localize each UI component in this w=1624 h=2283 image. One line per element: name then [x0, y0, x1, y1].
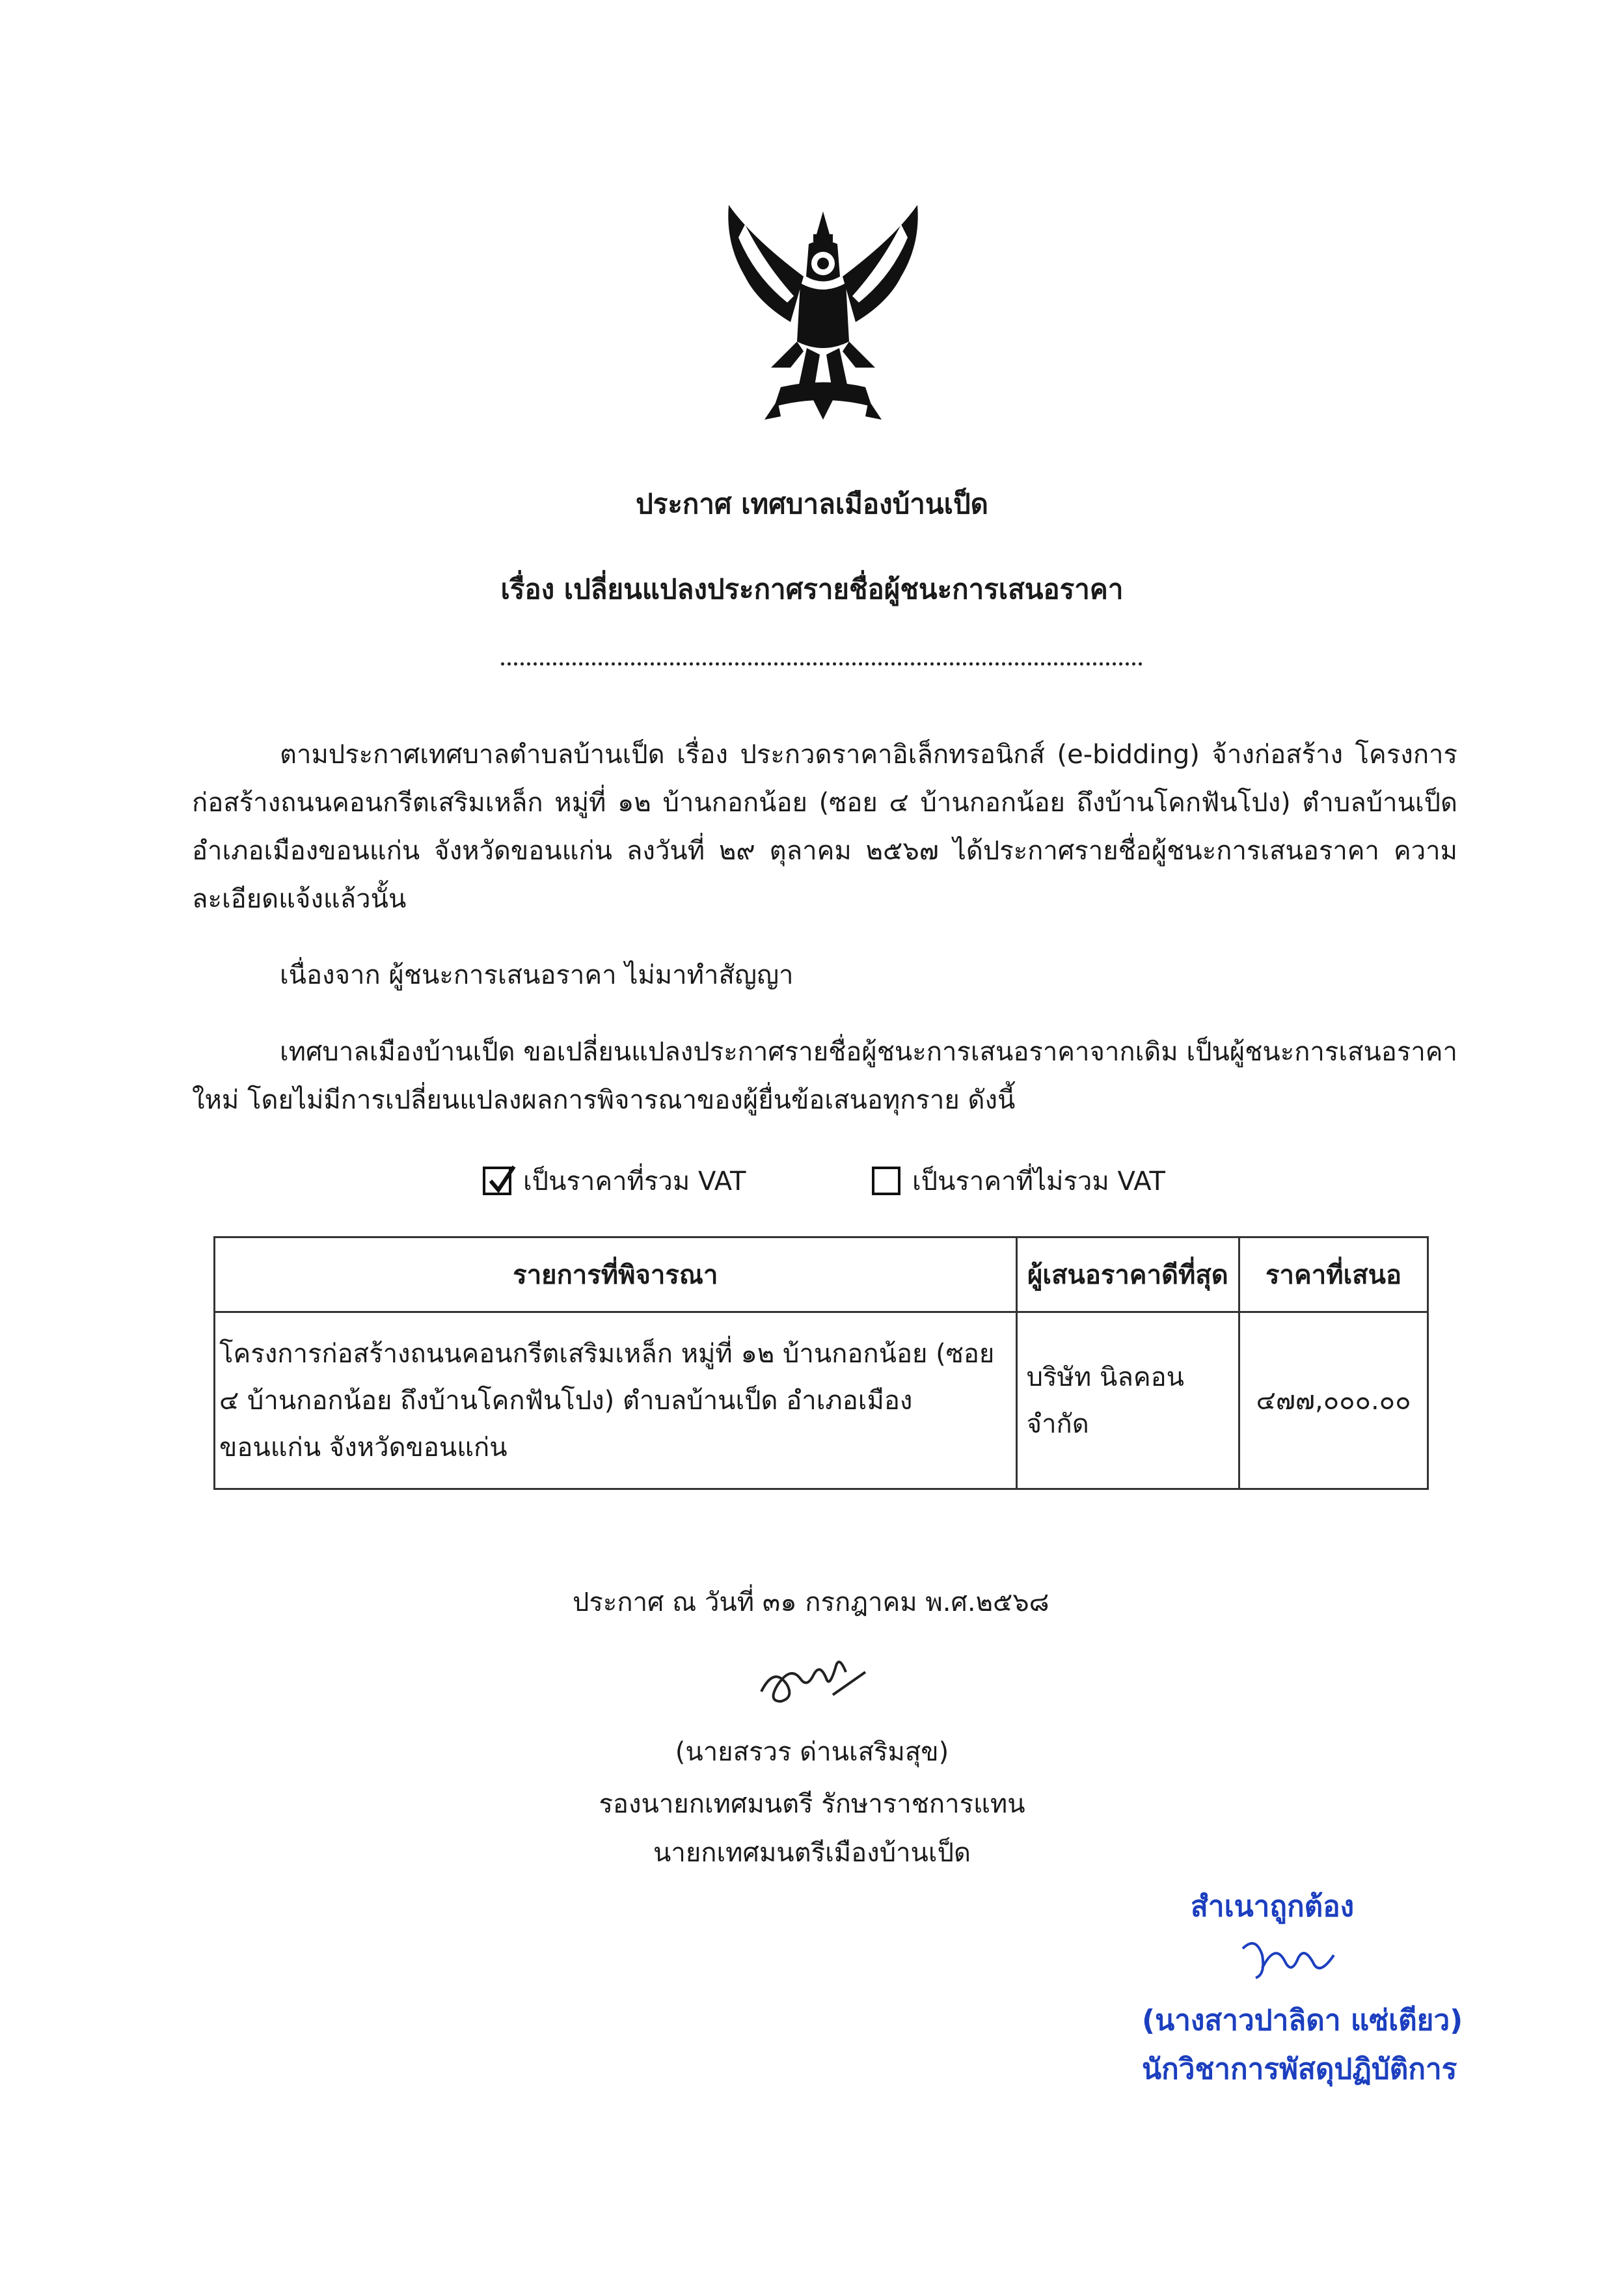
certifier-signature-image	[1236, 1929, 1340, 1988]
dotted-divider	[501, 662, 1143, 666]
announcement-title: ประกาศ เทศบาลเมืองบ้านเป็ด	[636, 488, 988, 520]
unchecked-checkbox-icon	[872, 1167, 900, 1195]
header-bidder: ผู้เสนอราคาดีที่สุด	[1016, 1237, 1239, 1312]
signer-position-2: นายกเทศมนตรีเมืองบ้านเป็ด	[653, 1838, 971, 1868]
certifier-name: (นางสาวปาลิดา แซ่เตียว)	[1142, 2004, 1463, 2037]
row-price: ๔๗๗,๐๐๐.๐๐	[1239, 1312, 1428, 1489]
announcement-date: ประกาศ ณ วันที่ ๓๑ กรกฎาคม พ.ศ.๒๕๖๘	[573, 1587, 1049, 1617]
signature-image	[755, 1640, 872, 1711]
vat-included-label: เป็นราคาที่รวม VAT	[523, 1167, 746, 1196]
body-paragraph-3: เทศบาลเมืองบ้านเป็ด ขอเปลี่ยนแปลงประกาศรายชื่อผู้ชนะการเสนอราคาจากเดิม เป็นผู้ชนะการเสนอราคาใหม่ โดยไม่มีการเปลี่ยนแปลงผลการพิจารณาของผู้ยื่นข้อเสนอทุกราย ดังนี้	[192, 1037, 1457, 1115]
certifier-position: นักวิชาการพัสดุปฏิบัติการ	[1142, 2053, 1457, 2086]
header-item: รายการที่พิจารณา	[215, 1237, 1017, 1312]
vat-excluded-option	[872, 1160, 1165, 1202]
signer-name: (นายสรวร ด่านเสริมสุข)	[675, 1737, 949, 1767]
table-row	[215, 1312, 1428, 1489]
body-paragraph-1: ตามประกาศเทศบาลตำบลบ้านเป็ด เรื่อง ประกวดราคาอิเล็กทรอนิกส์ (e-bidding) จ้างก่อสร้าง โครงการก่อสร้างถนนคอนกรีตเสริมเหล็ก หมู่ที่ ๑๒ บ้านกอกน้อย (ซอย ๔ บ้านกอกน้อย ถึงบ้านโคกฟันโปง) ตำบลบ้านเป็ด อำเภอเมืองขอนแก่น จังหวัดขอนแก่น ลงวันที่ ๒๙ ตุลาคม ๒๕๖๗ ได้ประกาศรายชื่อผู้ชนะการเสนอราคา ความละเอียดแจ้งแล้วนั้น	[192, 740, 1457, 914]
row-item: โครงการก่อสร้างถนนคอนกรีตเสริมเหล็ก หมู่ที่ ๑๒ บ้านกอกน้อย (ซอย ๔ บ้านกอกน้อย ถึงบ้านโคกฟันโปง) ตำบลบ้านเป็ด อำเภอเมืองขอนแก่น จังหวัดขอนแก่น	[215, 1312, 1017, 1489]
table-header-row	[215, 1237, 1428, 1312]
garuda-emblem	[719, 198, 927, 423]
vat-included-option	[483, 1160, 746, 1202]
body-paragraph-2: เนื่องจาก ผู้ชนะการเสนอราคา ไม่มาทำสัญญา	[280, 960, 794, 990]
signer-position-1: รองนายกเทศมนตรี รักษาราชการแทน	[599, 1789, 1025, 1819]
result-table	[213, 1236, 1429, 1490]
vat-excluded-label: เป็นราคาที่ไม่รวม VAT	[912, 1167, 1165, 1196]
certified-stamp-title: สำเนาถูกต้อง	[1191, 1890, 1355, 1923]
checked-checkbox-icon	[483, 1167, 511, 1195]
row-bidder: บริษัท นิลคอน จำกัด	[1016, 1312, 1239, 1489]
header-price: ราคาที่เสนอ	[1239, 1237, 1428, 1312]
announcement-subject: เรื่อง เปลี่ยนแปลงประกาศรายชื่อผู้ชนะการเสนอราคา	[500, 573, 1124, 605]
